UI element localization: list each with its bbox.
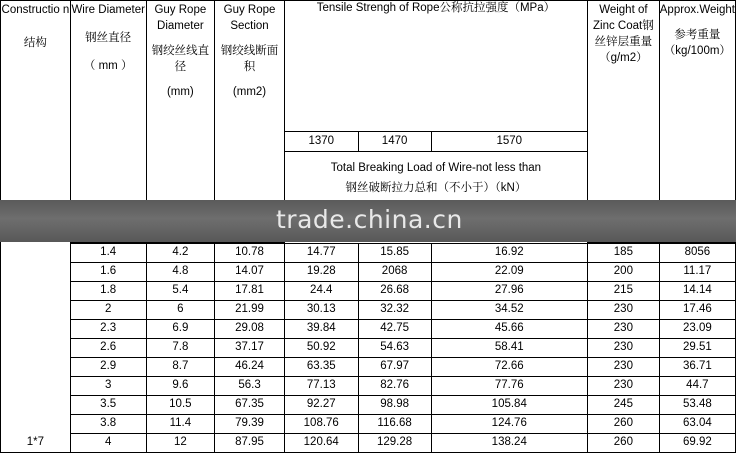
cell-approx-weight: 8056 <box>659 243 735 262</box>
cell-wire-diameter: 3.8 <box>70 414 146 433</box>
cell-wire-diameter: 4 <box>70 433 146 452</box>
data-rows <box>1 242 736 452</box>
cell-zinc-weight: 230 <box>588 300 660 319</box>
cell-load-1570: 22.09 <box>431 262 588 281</box>
cell-zinc-weight: 185 <box>588 243 660 262</box>
cell-wire-diameter: 1.4 <box>70 243 146 262</box>
cell-construction <box>1 300 71 319</box>
header-approx-weight-cn: 参考重量 <box>674 29 721 41</box>
cell-rope-diameter: 8.7 <box>146 357 215 376</box>
cell-load-1370: 108.76 <box>284 414 358 433</box>
cell-load-1570: 34.52 <box>431 300 588 319</box>
cell-approx-weight: 23.09 <box>659 319 735 338</box>
cell-rope-diameter: 9.6 <box>146 376 215 395</box>
header-construction-en: Constructio n <box>1 4 70 16</box>
cell-load-1370: 63.35 <box>284 357 358 376</box>
cell-rope-diameter: 5.4 <box>146 281 215 300</box>
cell-construction <box>1 281 71 300</box>
cell-load-1470: 129.28 <box>358 433 431 452</box>
header-zinc-weight-en: Weight of Zinc Coat钢丝锌层重量 <box>593 4 654 48</box>
cell-construction: 1*7 <box>1 433 71 452</box>
table-row <box>1 414 736 433</box>
cell-rope-section: 56.3 <box>215 376 285 395</box>
cell-load-1570: 45.66 <box>431 319 588 338</box>
cell-wire-diameter: 3 <box>70 376 146 395</box>
cell-approx-weight: 11.17 <box>659 262 735 281</box>
cell-approx-weight: 36.71 <box>659 357 735 376</box>
cell-load-1470: 26.68 <box>358 281 431 300</box>
cell-load-1570: 105.84 <box>431 395 588 414</box>
cell-rope-diameter: 6.9 <box>146 319 215 338</box>
tensile-grade-1570: 1570 <box>431 132 588 152</box>
cell-rope-diameter: 4.2 <box>146 243 215 262</box>
cell-construction <box>1 243 71 262</box>
cell-wire-diameter: 3.5 <box>70 395 146 414</box>
header-wire-diameter-en: Wire Diameter <box>71 4 145 16</box>
cell-load-1470: 32.32 <box>358 300 431 319</box>
cell-construction <box>1 395 71 414</box>
cell-construction <box>1 376 71 395</box>
cell-approx-weight: 44.7 <box>659 376 735 395</box>
header-construction-cn: 结构 <box>23 37 47 49</box>
table-row <box>1 395 736 414</box>
cell-rope-diameter: 10.5 <box>146 395 215 414</box>
header-guy-rope-diameter-unit: (mm) <box>166 86 194 98</box>
cell-load-1570: 16.92 <box>431 243 588 262</box>
cell-rope-diameter: 7.8 <box>146 338 215 357</box>
header-guy-rope-section-unit: (mm2) <box>232 86 267 98</box>
cell-zinc-weight: 245 <box>588 395 660 414</box>
cell-construction <box>1 319 71 338</box>
cell-approx-weight: 63.04 <box>659 414 735 433</box>
cell-load-1370: 50.92 <box>284 338 358 357</box>
cell-wire-diameter: 2 <box>70 300 146 319</box>
cell-rope-diameter: 11.4 <box>146 414 215 433</box>
cell-load-1370: 30.13 <box>284 300 358 319</box>
cell-load-1470: 54.63 <box>358 338 431 357</box>
cell-load-1570: 124.76 <box>431 414 588 433</box>
cell-load-1570: 72.66 <box>431 357 588 376</box>
cell-rope-diameter: 12 <box>146 433 215 452</box>
cell-load-1370: 14.77 <box>284 243 358 262</box>
cell-zinc-weight: 200 <box>588 262 660 281</box>
cell-load-1370: 39.84 <box>284 319 358 338</box>
table-row <box>1 300 736 319</box>
cell-zinc-weight: 215 <box>588 281 660 300</box>
watermark-text: trade.china.cn <box>276 205 463 234</box>
cell-rope-section: 10.78 <box>215 243 285 262</box>
table-row <box>1 433 736 452</box>
cell-rope-section: 17.81 <box>215 281 285 300</box>
cell-load-1370: 19.28 <box>284 262 358 281</box>
cell-wire-diameter: 2.9 <box>70 357 146 376</box>
cell-zinc-weight: 260 <box>588 414 660 433</box>
cell-load-1570: 77.76 <box>431 376 588 395</box>
cell-rope-diameter: 6 <box>146 300 215 319</box>
header-breaking-load-en: Total Breaking Load of Wire-not less than <box>330 162 542 174</box>
cell-wire-diameter: 1.6 <box>70 262 146 281</box>
header-tensile-strength: Tensile Strengh of Rope公称抗拉强度（MPa） <box>284 1 587 132</box>
cell-rope-section: 46.24 <box>215 357 285 376</box>
cell-wire-diameter: 2.6 <box>70 338 146 357</box>
cell-load-1570: 27.96 <box>431 281 588 300</box>
cell-approx-weight: 53.48 <box>659 395 735 414</box>
cell-load-1570: 138.24 <box>431 433 588 452</box>
cell-load-1370: 24.4 <box>284 281 358 300</box>
cell-construction <box>1 262 71 281</box>
header-breaking-load-cn: 钢丝破断拉力总和（不小于）（kN） <box>345 182 527 194</box>
table-row <box>1 262 736 281</box>
cell-rope-diameter: 4.8 <box>146 262 215 281</box>
cell-load-1370: 120.64 <box>284 433 358 452</box>
cell-load-1570: 58.41 <box>431 338 588 357</box>
cell-rope-section: 87.95 <box>215 433 285 452</box>
cell-zinc-weight: 230 <box>588 357 660 376</box>
cell-load-1470: 2068 <box>358 262 431 281</box>
cell-rope-section: 29.08 <box>215 319 285 338</box>
table-row <box>1 319 736 338</box>
cell-load-1370: 77.13 <box>284 376 358 395</box>
cell-zinc-weight: 260 <box>588 433 660 452</box>
cell-load-1470: 15.85 <box>358 243 431 262</box>
cell-zinc-weight: 230 <box>588 338 660 357</box>
cell-load-1470: 98.98 <box>358 395 431 414</box>
cell-load-1470: 67.97 <box>358 357 431 376</box>
header-wire-diameter-unit: （ mm ） <box>83 60 133 72</box>
header-guy-rope-section-cn: 钢绞线断面积 <box>220 45 279 73</box>
cell-wire-diameter: 2.3 <box>70 319 146 338</box>
table-row <box>1 376 736 395</box>
header-wire-diameter-cn: 钢丝直径 <box>85 32 132 44</box>
cell-zinc-weight: 230 <box>588 319 660 338</box>
cell-rope-section: 14.07 <box>215 262 285 281</box>
cell-load-1470: 116.68 <box>358 414 431 433</box>
cell-load-1370: 92.27 <box>284 395 358 414</box>
cell-rope-section: 37.17 <box>215 338 285 357</box>
cell-approx-weight: 69.92 <box>659 433 735 452</box>
header-guy-rope-diameter-cn: 钢绞丝线直径 <box>151 45 210 73</box>
cell-construction <box>1 338 71 357</box>
table-row <box>1 243 736 262</box>
table-row <box>1 338 736 357</box>
tensile-grade-1370: 1370 <box>284 132 358 152</box>
cell-rope-section: 21.99 <box>215 300 285 319</box>
cell-approx-weight: 14.14 <box>659 281 735 300</box>
header-zinc-weight-unit: （g/m2） <box>599 52 648 64</box>
cell-construction <box>1 414 71 433</box>
cell-approx-weight: 29.51 <box>659 338 735 357</box>
cell-approx-weight: 17.46 <box>659 300 735 319</box>
header-approx-weight-unit: （kg/100m） <box>663 45 731 57</box>
table-row <box>1 357 736 376</box>
cell-zinc-weight: 230 <box>588 376 660 395</box>
cell-construction <box>1 357 71 376</box>
watermark-band <box>0 200 736 242</box>
cell-rope-section: 79.39 <box>215 414 285 433</box>
tensile-grade-1470: 1470 <box>358 132 431 152</box>
cell-load-1470: 82.76 <box>358 376 431 395</box>
table-row <box>1 281 736 300</box>
header-guy-rope-diameter-en: Guy Rope Diameter <box>154 4 207 32</box>
header-guy-rope-section-en: Guy Rope Section <box>223 4 276 32</box>
cell-rope-section: 67.35 <box>215 395 285 414</box>
header-approx-weight-en: Approx.Weight <box>659 4 735 16</box>
cell-wire-diameter: 1.8 <box>70 281 146 300</box>
cell-load-1470: 42.75 <box>358 319 431 338</box>
